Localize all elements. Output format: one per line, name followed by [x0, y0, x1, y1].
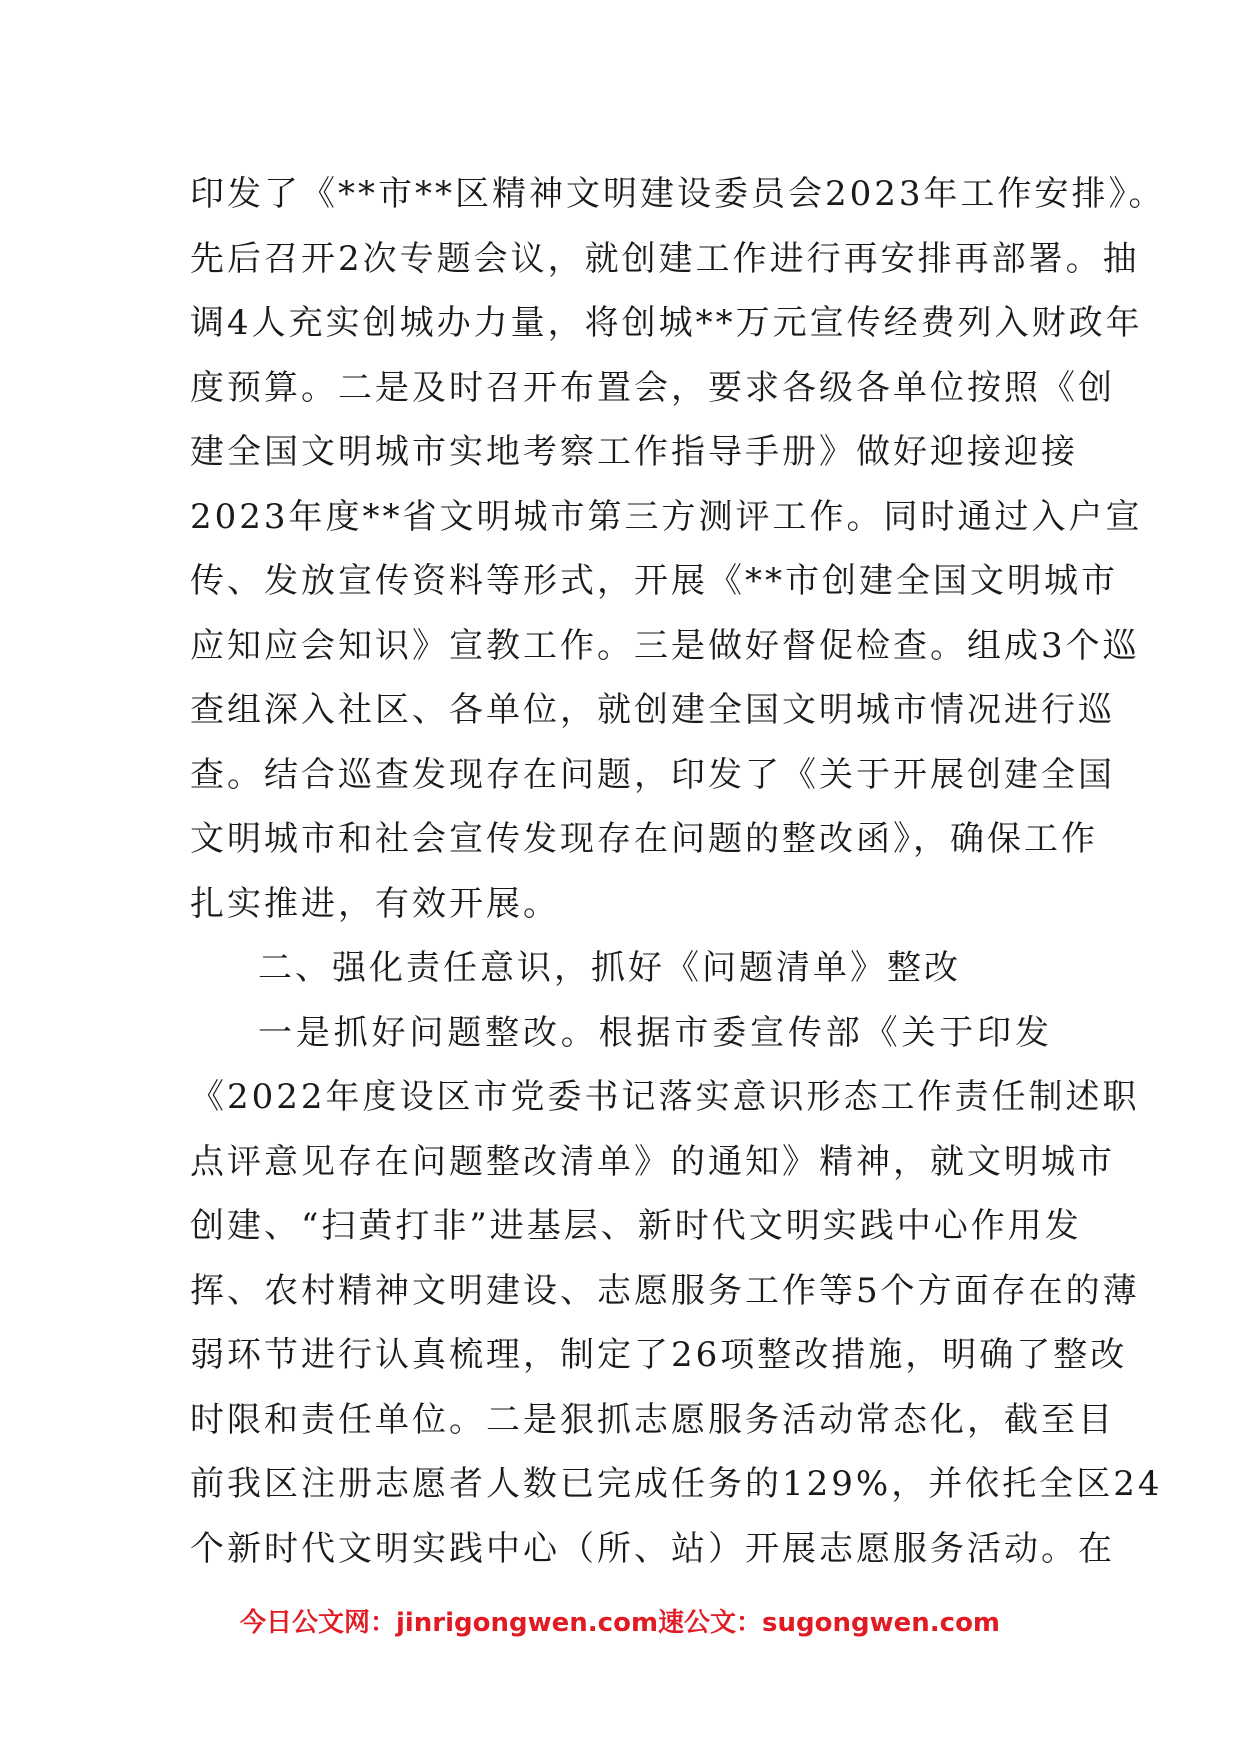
- text-line-7: 传、发放宣传资料等形式，开展《**市创建全国文明城市: [190, 561, 1118, 601]
- text-line-17: 创建、“扫黄打非”进基层、新时代文明实践中心作用发: [190, 1206, 1082, 1246]
- text-line-15: 《2022年度设区市党委书记落实意识形态工作责任制述职: [190, 1077, 1140, 1117]
- text-line-6: 2023年度**省文明城市第三方测评工作。同时通过入户宣: [190, 496, 1143, 537]
- text-line-19: 弱环节进行认真梳理，制定了26项整改措施，明确了整改: [190, 1335, 1128, 1375]
- section-heading: 二、强化责任意识，抓好《问题清单》整改: [258, 948, 961, 988]
- text-line-8: 应知应会知识》宣教工作。三是做好督促检查。组成3个巡: [190, 625, 1140, 666]
- document-body: [190, 162, 1166, 1581]
- text-line-2: 先后召开2次专题会议，就创建工作进行再安排再部署。抽: [190, 238, 1140, 279]
- text-line-11: 文明城市和社会宣传发现存在问题的整改函》，确保工作: [190, 819, 1098, 859]
- text-line-5: 建全国文明城市实地考察工作指导手册》做好迎接迎接: [190, 432, 1078, 472]
- text-line-9: 查组深入社区、各单位，就创建全国文明城市情况进行巡: [190, 690, 1115, 730]
- text-line-4: 度预算。二是及时召开布置会，要求各级各单位按照《创: [190, 367, 1115, 408]
- footer-watermark: 今日公文网：jinrigongwen.com速公文：sugongwen.com: [239, 1608, 1001, 1638]
- text-line-1: 印发了《**市**区精神文明建设委员会2023年工作安排》。: [190, 174, 1166, 214]
- text-line-20: 时限和责任单位。二是狠抓志愿服务活动常态化，截至目: [190, 1399, 1115, 1440]
- text-line-18: 挥、农村精神文明建设、志愿服务工作等5个方面存在的薄: [190, 1270, 1140, 1311]
- text-line-16: 点评意见存在问题整改清单》的通知》精神，就文明城市: [190, 1141, 1115, 1182]
- text-line-21: 前我区注册志愿者人数已完成任务的129%，并依托全区24: [190, 1464, 1163, 1504]
- text-line-3: 调4人充实创城办力量，将创城**万元宣传经费列入财政年: [190, 303, 1143, 343]
- text-line-12: 扎实推进，有效开展。: [190, 883, 560, 924]
- text-line-10: 查。结合巡查发现存在问题，印发了《关于开展创建全国: [190, 754, 1115, 795]
- text-line-22: 个新时代文明实践中心（所、站）开展志愿服务活动。在: [190, 1528, 1115, 1569]
- text-line-14: 一是抓好问题整改。根据市委宣传部《关于印发: [258, 1012, 1052, 1053]
